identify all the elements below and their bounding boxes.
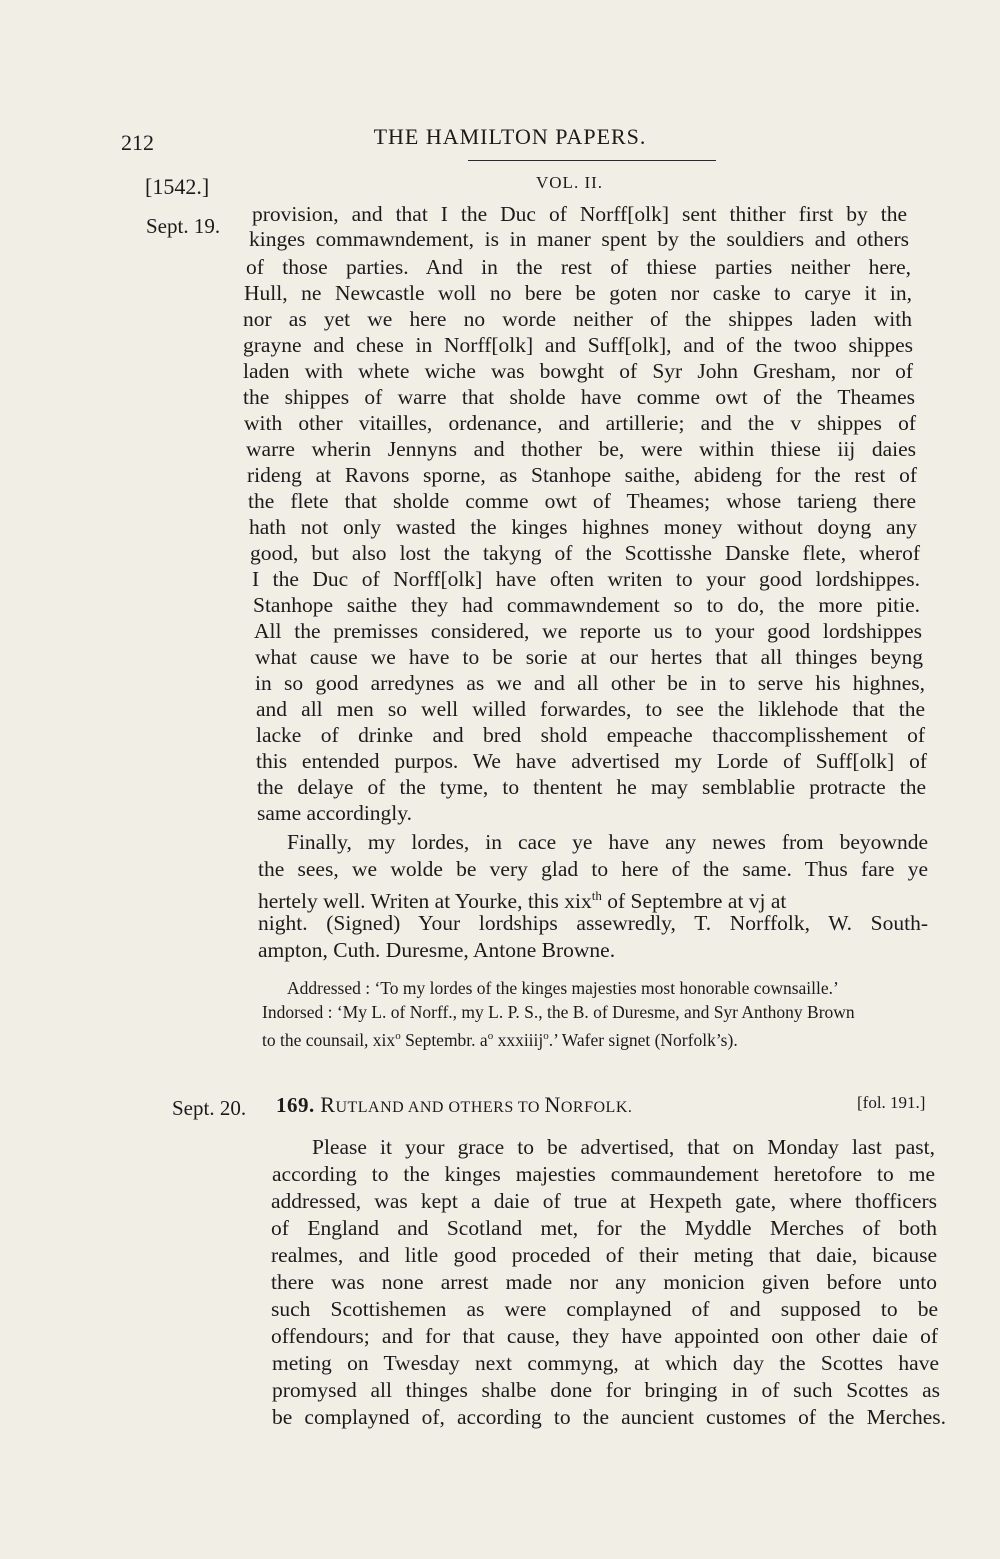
entry-169-heading [276,1092,632,1118]
indorsed-line-2: to the counsail, xix$^o$ Septembr. $a^o$ xxxiiij$^o$.’ Wafer signet (Norfolk’s). [262,1029,738,1050]
address-line: Addressed : ‘To my lordes of the kinges majesties most honorable cownsaille.’ [287,978,839,998]
body-line: be complayned of, according to the auncient customes of the Merches. [272,1405,946,1429]
body-line: All the premisses considered, we reporte us to your good lordshippes [254,619,922,643]
running-title: THE HAMILTON PAPERS. [373,124,647,149]
body-line: warre wherin Jennyns and thother be, were within thiese iij daies [246,437,916,461]
body-line: same accordingly. [257,801,413,825]
body-line: the sees, we wolde be very glad to here of the same. Thus fare ye [258,857,928,881]
body-line: ampton, Cuth. Duresme, Antone Browne. [258,938,616,962]
body-line: Hull, ne Newcastle woll no bere be goten nor caske to carye it in, [244,281,912,305]
entry-number: 169. [276,1093,315,1117]
body-line: lacke of drinke and bred shold empeache thaccomplisshement of [256,723,925,747]
body-line: provision, and that I the Duc of Norff[olk] sent thither first by the [252,202,907,226]
body-line: rideng at Ravons sporne, as Stanhope saithe, abideng for the rest of [247,463,917,487]
year-marker: [1542.] [145,174,210,199]
body-line: meting on Twesday next commyng, at which day the Scottes have [272,1351,939,1375]
body-line: this entended purpos. We have advertised my Lorde of Suff[olk] of [256,749,927,773]
body-line: the flete that sholde comme owt of Theames; whose tarieng there [248,489,916,513]
body-line: hath not only wasted the kinges highnes money without doyng any [249,515,917,539]
body-line: and all men so well willed forwardes, to see the liklehode that the [256,697,925,721]
dated-text: hertely well. Writen at Yourke, this xix$^{th}$ of Septembre at vj at [258,888,787,914]
margin-date-sept-19: Sept. 19. [146,214,221,238]
volume-label: VOL. II. [536,173,604,192]
body-line: Stanhope saithe they had commawndement so to do, the more pitie. [253,593,920,617]
body-line: there was none arrest made nor any monicion given before unto [271,1270,937,1294]
entry-title: RUTLAND AND OTHERS TO NORFOLK. [320,1092,633,1117]
body-line: realmes, and litle good proceded of their meting that daie, bicause [271,1243,937,1267]
margin-date-sept-20: Sept. 20. [172,1096,247,1120]
body-line: according to the kinges majesties commaundement heretofore to me [272,1162,935,1186]
body-line: of those parties. And in the rest of thiese parties neither here, [246,255,911,279]
body-line: Please it your grace to be advertised, that on Monday last past, [312,1135,935,1159]
body-line: in so good arredynes as we and all other be in to serve his highnes, [255,671,925,695]
page-number: 212 [121,130,154,155]
body-line: such Scottishemen as were complayned of and supposed to be [271,1297,938,1321]
body-line: good, but also lost the takyng of the Scottisshe Danske flete, wherof [250,541,920,565]
body-line: what cause we have to be sorie at our hertes that all thinges beyng [255,645,923,669]
body-line: grayne and chese in Norff[olk] and Suff[olk], and of the twoo shippes [243,333,913,357]
body-line: the delaye of the tyme, to thentent he may semblablie protracte the [257,775,926,799]
body-line: the shippes of warre that sholde have comme owt of the Theames [243,385,915,409]
body-line: nor as yet we here no worde neither of the shippes laden with [243,307,912,331]
body-line: night. (Signed) Your lordships assewredly, T. Norffolk, W. South- [258,911,928,935]
body-line: offendours; and for that cause, they have appointed oon other daie of [271,1324,938,1348]
body-line: of England and Scotland met, for the Myddle Merches of both [271,1216,937,1240]
body-line: with other vitailles, ordenance, and artillerie; and the v shippes of [244,411,916,435]
body-line: addressed, was kept a daie of true at Hexpeth gate, where thofficers [271,1189,937,1213]
body-line: laden with whete wiche was bowght of Syr John Gresham, nor of [243,359,913,383]
indorsed-line: Indorsed : ‘My L. of Norff., my L. P. S., the B. of Duresme, and Syr Anthony Brown [262,1002,855,1022]
body-line: Finally, my lordes, in cace ye have any newes from beyownde [287,830,928,854]
header-rule [468,160,716,161]
body-line: I the Duc of Norff[olk] have often writen to your good lordshippes. [252,567,920,591]
body-line: kinges commawndement, is in maner spent by the souldiers and others [249,227,909,251]
folio-reference: [fol. 191.] [857,1093,926,1112]
body-line: promysed all thinges shalbe done for bringing in of such Scottes as [272,1378,940,1402]
